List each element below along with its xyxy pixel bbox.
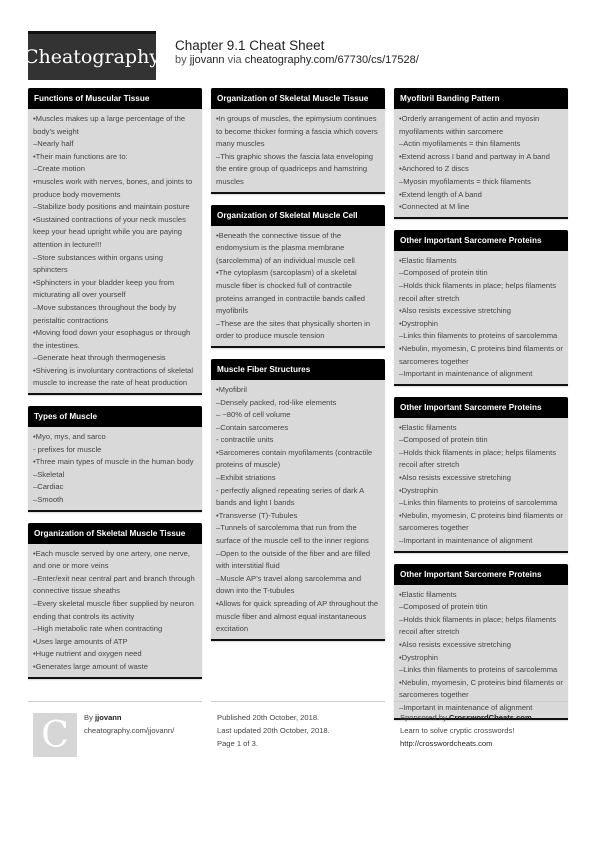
section-line: •In groups of muscles, the epimysium continues to become thicker forming a fascia which covers many muscles bbox=[216, 114, 378, 149]
section-line: –Holds thick filaments in place; helps filaments recoil after stretch bbox=[399, 447, 557, 470]
section-line: –Skeletal bbox=[33, 469, 65, 479]
section-title: Organization of Skeletal Muscle Tissue bbox=[28, 523, 202, 544]
section-line: •Sustained contractions of your neck muscles keep your head upright while you are paying attention in lecture!!! bbox=[33, 214, 186, 249]
sheet-url-link[interactable]: cheatography.com/67730/cs/17528/ bbox=[244, 54, 419, 66]
section-line: •Elastic filaments bbox=[399, 255, 457, 265]
section-line: –This graphic shows the fascia lata enveloping the entire group of quadriceps and hamstring muscles bbox=[216, 151, 374, 186]
section-title: Other Important Sarcomere Proteins bbox=[394, 397, 568, 418]
section-line: •Three main types of muscle in the human body bbox=[33, 457, 194, 467]
cheatography-logo[interactable]: Cheatography bbox=[28, 31, 156, 80]
section-line: •Each muscle served by one artery, one nerve, and one or more veins bbox=[33, 548, 191, 571]
section-title: Muscle Fiber Structures bbox=[211, 359, 385, 380]
section-title: Organization of Skeletal Muscle Cell bbox=[211, 205, 385, 226]
section-line: •Dystrophin bbox=[399, 652, 438, 662]
section-body bbox=[28, 109, 202, 393]
section-line: –Important in maintenance of alignment bbox=[399, 536, 533, 546]
section-line: –Open to the outside of the fiber and are filled with interstitial fluid bbox=[216, 548, 371, 571]
section-line: –Important in maintenance of alignment bbox=[399, 369, 533, 379]
section-line: •Myofibril bbox=[216, 384, 247, 394]
section-line: •Transverse (T)-Tubules bbox=[216, 510, 298, 520]
section-body bbox=[394, 418, 568, 551]
section-line: •Allows for quick spreading of AP throughout the muscle fiber and almost equal instantaneous excitation bbox=[216, 599, 379, 634]
section-body bbox=[394, 585, 568, 718]
section-line: •Also resists excessive stretching bbox=[399, 473, 511, 483]
section-title: Types of Muscle bbox=[28, 406, 202, 427]
section-line: –Muscle AP’s travel along sarcolemma and down into the T-tubules bbox=[216, 573, 362, 596]
section-line: •Extend length of A band bbox=[399, 189, 482, 199]
section-line: •The cytoplasm (sarcoplasm) of a skeletal muscle fiber is chocked full of contractile proteins arranged in contractile bands called myofibrils bbox=[216, 268, 366, 316]
page-number: Page 1 of 3. bbox=[217, 739, 258, 748]
updated-date: Last updated 20th October, 2018. bbox=[217, 726, 330, 735]
section-line: •muscles work with nerves, bones, and joints to produce body movements bbox=[33, 176, 193, 199]
section-body bbox=[28, 427, 202, 510]
section-line: •Nebulin, myomesin, C proteins bind filaments or sarcomeres together bbox=[399, 510, 563, 533]
section-line: –Cardiac bbox=[33, 482, 64, 492]
section-line: •Nebulin, myomesin, C proteins bind filaments or sarcomeres together bbox=[399, 677, 563, 700]
section-title: Organization of Skeletal Muscle Tissue bbox=[211, 88, 385, 109]
section-line: •Uses large amounts of ATP bbox=[33, 636, 128, 646]
section-line: –Move substances throughout the body by peristaltic contractions bbox=[33, 302, 177, 325]
footer-sponsor: Sponsored by CrosswordCheats.com Learn to solve cryptic crosswords! http://crosswordcheats.com bbox=[400, 713, 532, 748]
section-line: –Links thin filaments to proteins of sarcolemma bbox=[399, 331, 558, 341]
published-date: Published 20th October, 2018. bbox=[217, 713, 320, 722]
section-line: –Composed of protein titin bbox=[399, 435, 488, 445]
footer-author-link[interactable]: jjovann bbox=[94, 713, 122, 722]
section-line: •Sarcomeres contain myofilaments (contractile proteins of muscle) bbox=[216, 447, 373, 470]
page-title: Chapter 9.1 Cheat Sheet bbox=[175, 38, 325, 53]
section-line: –Contain sarcomeres bbox=[216, 422, 289, 432]
section-line: –Smooth bbox=[33, 495, 64, 505]
section-line: –Densely packed, rod-like elements bbox=[216, 397, 337, 407]
section-box bbox=[394, 230, 568, 386]
section-body bbox=[28, 544, 202, 677]
column-2 bbox=[211, 88, 385, 652]
section-line: •Sphincters in your bladder keep you from micturating all over yourself bbox=[33, 277, 175, 300]
page-subtitle: by jjovann via cheatography.com/67730/cs/17528/ bbox=[175, 54, 419, 66]
section-body bbox=[211, 226, 385, 346]
section-box bbox=[211, 88, 385, 194]
section-line: •Connected at M line bbox=[399, 202, 470, 212]
section-body bbox=[211, 380, 385, 639]
section-box bbox=[28, 523, 202, 679]
section-box bbox=[211, 205, 385, 348]
section-line: •Extend across I band and partway in A band bbox=[399, 151, 550, 161]
section-line: - prefixes for muscle bbox=[33, 444, 102, 454]
footer-divider bbox=[394, 701, 568, 702]
section-line: –Create motion bbox=[33, 164, 85, 174]
section-line: •Shivering is involuntary contractions of skeletal muscle to increase the rate of heat production bbox=[33, 365, 194, 388]
section-line: –Holds thick filaments in place; helps filaments recoil after stretch bbox=[399, 280, 557, 303]
section-line: –Store substances within organs using sphincters bbox=[33, 252, 164, 275]
section-line: •Myo, mys, and sarco bbox=[33, 432, 106, 442]
section-box bbox=[394, 88, 568, 219]
section-line: •Also resists excessive stretching bbox=[399, 306, 511, 316]
section-body bbox=[394, 109, 568, 217]
footer-author-url[interactable]: cheatography.com/jjovann/ bbox=[84, 726, 175, 735]
section-line: •Also resists excessive stretching bbox=[399, 640, 511, 649]
section-line: –Exhibit striations bbox=[216, 473, 276, 483]
section-line: •Dystrophin bbox=[399, 485, 438, 495]
section-line: –Every skeletal muscle fiber supplied by neuron ending that controls its activity bbox=[33, 599, 194, 621]
section-line: •Dystrophin bbox=[399, 318, 438, 328]
section-line: •Orderly arrangement of actin and myosin myofilaments within sarcomere bbox=[399, 114, 540, 136]
section-box bbox=[28, 88, 202, 395]
section-line: •Beneath the connective tissue of the endomysium is the plasma membrane (sarcolemma) of an individual muscle cell bbox=[216, 230, 355, 265]
sponsor-url[interactable]: http://crosswordcheats.com bbox=[400, 739, 493, 748]
section-line: •Muscles makes up a large percentage of the body’s weight bbox=[33, 114, 186, 136]
section-line: •Huge nutrient and oxygen need bbox=[33, 649, 142, 659]
section-box bbox=[211, 359, 385, 641]
section-line: –Myosin myofilaments = thick filaments bbox=[399, 176, 531, 186]
section-line: – ~80% of cell volume bbox=[216, 410, 291, 420]
section-box bbox=[394, 564, 568, 720]
footer-dates bbox=[217, 711, 330, 750]
section-title: Other Important Sarcomere Proteins bbox=[394, 564, 568, 585]
section-line: –Nearly half bbox=[33, 139, 74, 149]
section-line: •Their main functions are to: bbox=[33, 151, 128, 161]
section-line: –These are the sites that physically shorten in order to produce muscle tension bbox=[216, 318, 371, 341]
footer-divider bbox=[211, 701, 385, 702]
section-line: –Tunnels of sarcolemma that run from the surface of the muscle cell to the inner regions bbox=[216, 523, 369, 546]
footer-divider bbox=[28, 701, 202, 702]
section-line: –Important in maintenance of alignment bbox=[399, 702, 533, 712]
author-link[interactable]: jjovann bbox=[189, 54, 225, 66]
section-line: –Generate heat through thermogenesis bbox=[33, 353, 166, 363]
footer-author: By jjovann cheatography.com/jjovann/ bbox=[84, 713, 175, 735]
section-line: –Links thin filaments to proteins of sarcolemma bbox=[399, 498, 558, 508]
section-line: - perfectly aligned repeating series of dark A bands and light I bands bbox=[216, 485, 364, 508]
section-line: –Links thin filaments to proteins of sarcolemma bbox=[399, 665, 558, 675]
section-box bbox=[28, 406, 202, 512]
sponsor-tagline: Learn to solve cryptic crosswords! bbox=[400, 726, 515, 735]
section-line: •Nebulin, myomesin, C proteins bind filaments or sarcomeres together bbox=[399, 343, 563, 366]
section-line: –High metabolic rate when contracting bbox=[33, 624, 163, 634]
avatar[interactable]: C bbox=[33, 713, 77, 757]
footer bbox=[28, 701, 568, 761]
section-line: –Composed of protein titin bbox=[399, 268, 488, 278]
section-line: •Generates large amount of waste bbox=[33, 661, 148, 671]
title-block bbox=[175, 38, 419, 66]
section-title: Other Important Sarcomere Proteins bbox=[394, 230, 568, 251]
section-title: Functions of Muscular Tissue bbox=[28, 88, 202, 109]
section-line: –Composed of protein titin bbox=[399, 602, 488, 612]
section-line: –Stabilize body positions and maintain posture bbox=[33, 202, 190, 212]
section-line: - contractile units bbox=[216, 435, 274, 445]
section-line: •Elastic filaments bbox=[399, 422, 457, 432]
section-line: •Elastic filaments bbox=[399, 589, 457, 599]
section-line: –Holds thick filaments in place; helps filaments recoil after stretch bbox=[399, 614, 557, 637]
section-body bbox=[394, 251, 568, 384]
section-body bbox=[211, 109, 385, 192]
section-line: –Enter/exit near central part and branch through connective tissue sheaths bbox=[33, 573, 195, 596]
section-title: Myofibril Banding Pattern bbox=[394, 88, 568, 109]
section-box bbox=[394, 397, 568, 553]
column-3 bbox=[394, 88, 568, 731]
section-line: •Moving food down your esophagus or through the intestines. bbox=[33, 328, 191, 350]
section-line: –Actin myofilaments = thin filaments bbox=[399, 139, 521, 149]
column-1 bbox=[28, 88, 202, 690]
sponsor-link[interactable]: CrosswordCheats.com bbox=[448, 713, 532, 722]
section-line: •Anchored to Z discs bbox=[399, 164, 469, 174]
